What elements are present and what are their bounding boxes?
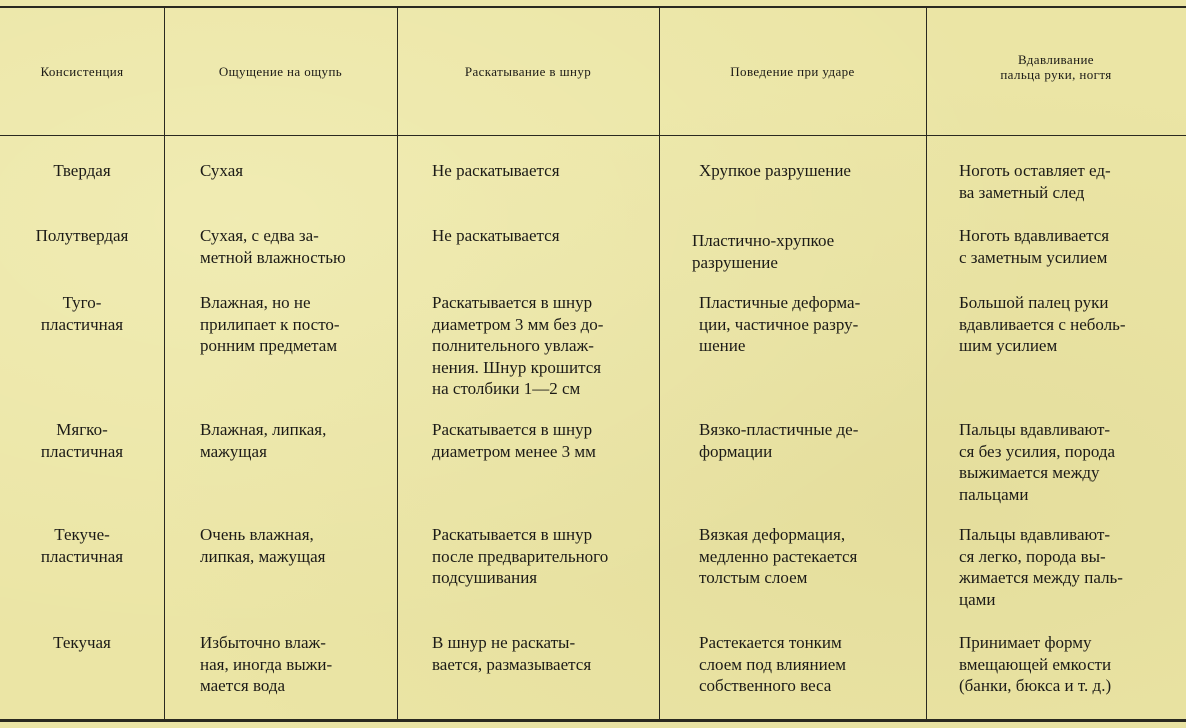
cell-touch: Влажная, липкая, мажущая [200,420,327,461]
cell-rolling: Раскатывается в шнур диаметром менее 3 мм [432,420,596,461]
column-divider [659,8,660,719]
cell-consistency: Мягко- пластичная [40,420,124,461]
cell-rolling: Не раскатывается [432,226,560,245]
header-bottom-rule [0,135,1186,136]
header-rolling: Раскатывание в шнур [464,64,592,79]
cell-impact: Пластичные деформа- ции, частичное разру- шение [699,293,861,355]
cell-pressing: Большой палец руки вдавливается с неболь- шим усилием [959,293,1126,355]
cell-touch: Сухая, с едва за- метной влажностью [200,226,346,267]
cell-rolling: Раскатывается в шнур диаметром 3 мм без до- полнительного увлаж- нения. Шнур крошится на столбики 1—2 см [432,293,604,398]
cell-consistency: Туго- пластичная [40,293,124,334]
cell-consistency: Текуче- пластичная [40,525,124,566]
cell-touch: Влажная, но не прилипает к посто- ронним предметам [200,293,340,355]
cell-rolling: В шнур не раскаты- вается, размазывается [432,633,592,674]
header-pressing: Вдавливание пальца руки, ногтя [1000,52,1112,82]
cell-impact: Хрупкое разрушение [699,161,851,180]
column-divider [926,8,927,719]
header-impact: Поведение при ударе [730,64,855,79]
header-consistency: Консистенция [40,64,124,79]
cell-impact: Пластично-хрупкое разрушение [692,231,835,272]
cell-consistency: Полутвердая [35,226,129,245]
table-top-rule [0,6,1186,8]
table-bottom-rule [0,719,1186,722]
cell-pressing: Ноготь вдавливается с заметным усилием [959,226,1110,267]
cell-consistency: Твердая [53,161,111,180]
cell-rolling: Не раскатывается [432,161,560,180]
cell-rolling: Раскатывается в шнур после предварительного подсушивания [432,525,609,587]
cell-impact: Вязко-пластичные де- формации [699,420,859,461]
column-divider [164,8,165,719]
cell-pressing: Пальцы вдавливают- ся легко, порода вы- жимается между паль- цами [959,525,1123,609]
column-divider [397,8,398,719]
cell-consistency: Текучая [53,633,111,652]
cell-touch: Избыточно влаж- ная, иногда выжи- мается вода [200,633,333,695]
cell-pressing: Пальцы вдавливают- ся без усилия, порода выжимается между пальцами [959,420,1116,504]
cell-pressing: Ноготь оставляет ед- ва заметный след [959,161,1111,202]
cell-pressing: Принимает форму вмещающей емкости (банки, бюкса и т. д.) [959,633,1112,695]
header-touch: Ощущение на ощупь [218,64,343,79]
cell-impact: Растекается тонким слоем под влиянием собственного веса [699,633,846,695]
cell-touch: Очень влажная, липкая, мажущая [200,525,326,566]
cell-touch: Сухая [200,161,244,180]
cell-impact: Вязкая деформация, медленно растекается толстым слоем [699,525,858,587]
